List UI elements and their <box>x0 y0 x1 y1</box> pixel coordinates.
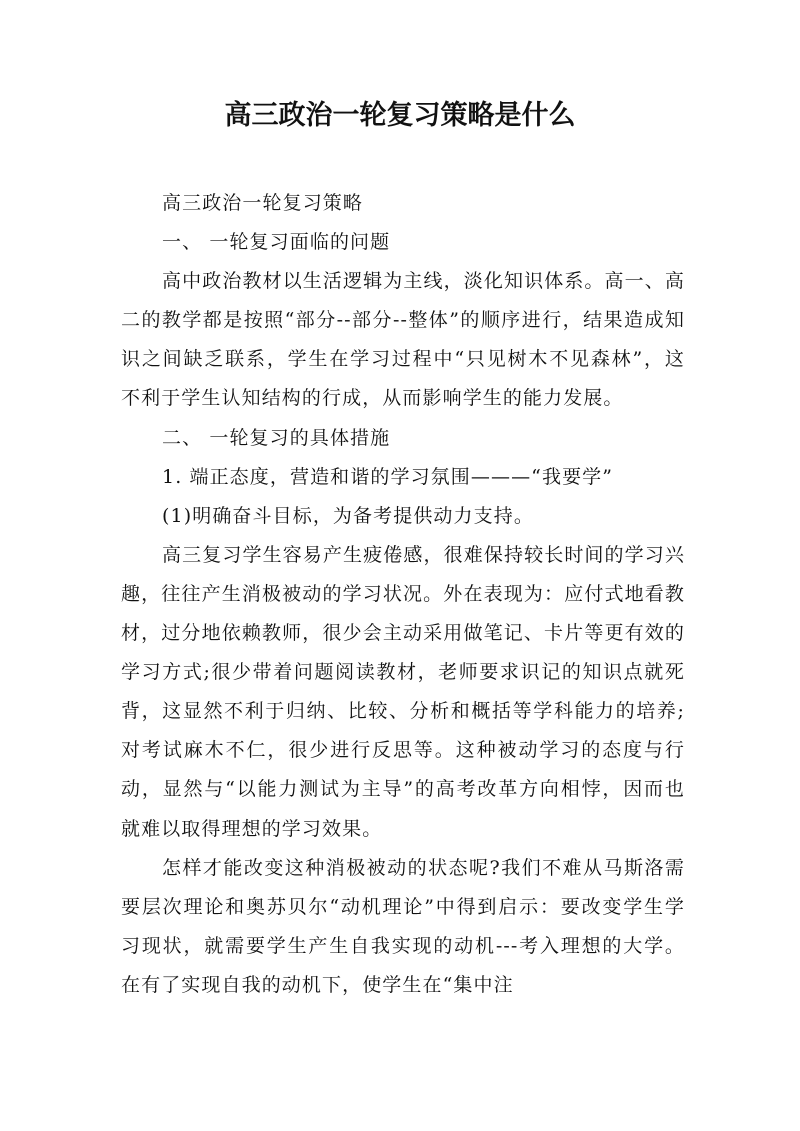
section-heading: 高三政治一轮复习策略 <box>162 192 364 214</box>
document-body <box>121 184 685 1005</box>
body-paragraph: 高中政治教材以生活逻辑为主线，淡化知识体系。高一、高二的教学都是按照“部分--部分--整体”的顺序进行，结果造成知识之间缺乏联系，学生在学习过程中“只见树木不见森林”，这不利于学生认知结构的行成，从而影响学生的能力发展。 <box>121 270 685 410</box>
body-paragraph: 高三复习学生容易产生疲倦感，很难保持较长时间的学习兴趣，往往产生消极被动的学习状况。外在表现为：应付式地看教材，过分地依赖教师，很少会主动采用做笔记、卡片等更有效的学习方式;很少带着问题阅读教材，老师要求识记的知识点就死背，这显然不利于归纳、比较、分析和概括等学科能力的培养;对考试麻木不仁，很少进行反思等。这种被动学习的态度与行动，显然与“以能力测试为主导”的高考改革方向相悖，因而也就难以取得理想的学习效果。 <box>121 543 685 840</box>
subsection-heading: 1. 端正态度，营造和谐的学习氛围———“我要学” <box>162 465 614 488</box>
section-heading: 一、 一轮复习面临的问题 <box>162 231 391 254</box>
body-paragraph: 怎样才能改变这种消极被动的状态呢?我们不难从马斯洛需要层次理论和奥苏贝尔“动机理论”中得到启示：要改变学生学习现状，就需要学生产生自我实现的动机---考入理想的大学。在有了实现自我的动机下，使学生在“集中注 <box>121 856 685 996</box>
section-heading: 二、 一轮复习的具体措施 <box>162 426 391 449</box>
document-title: 高三政治一轮复习策略是什么 <box>224 100 576 131</box>
subsection-heading: (1)明确奋斗目标，为备考提供动力支持。 <box>162 504 534 527</box>
